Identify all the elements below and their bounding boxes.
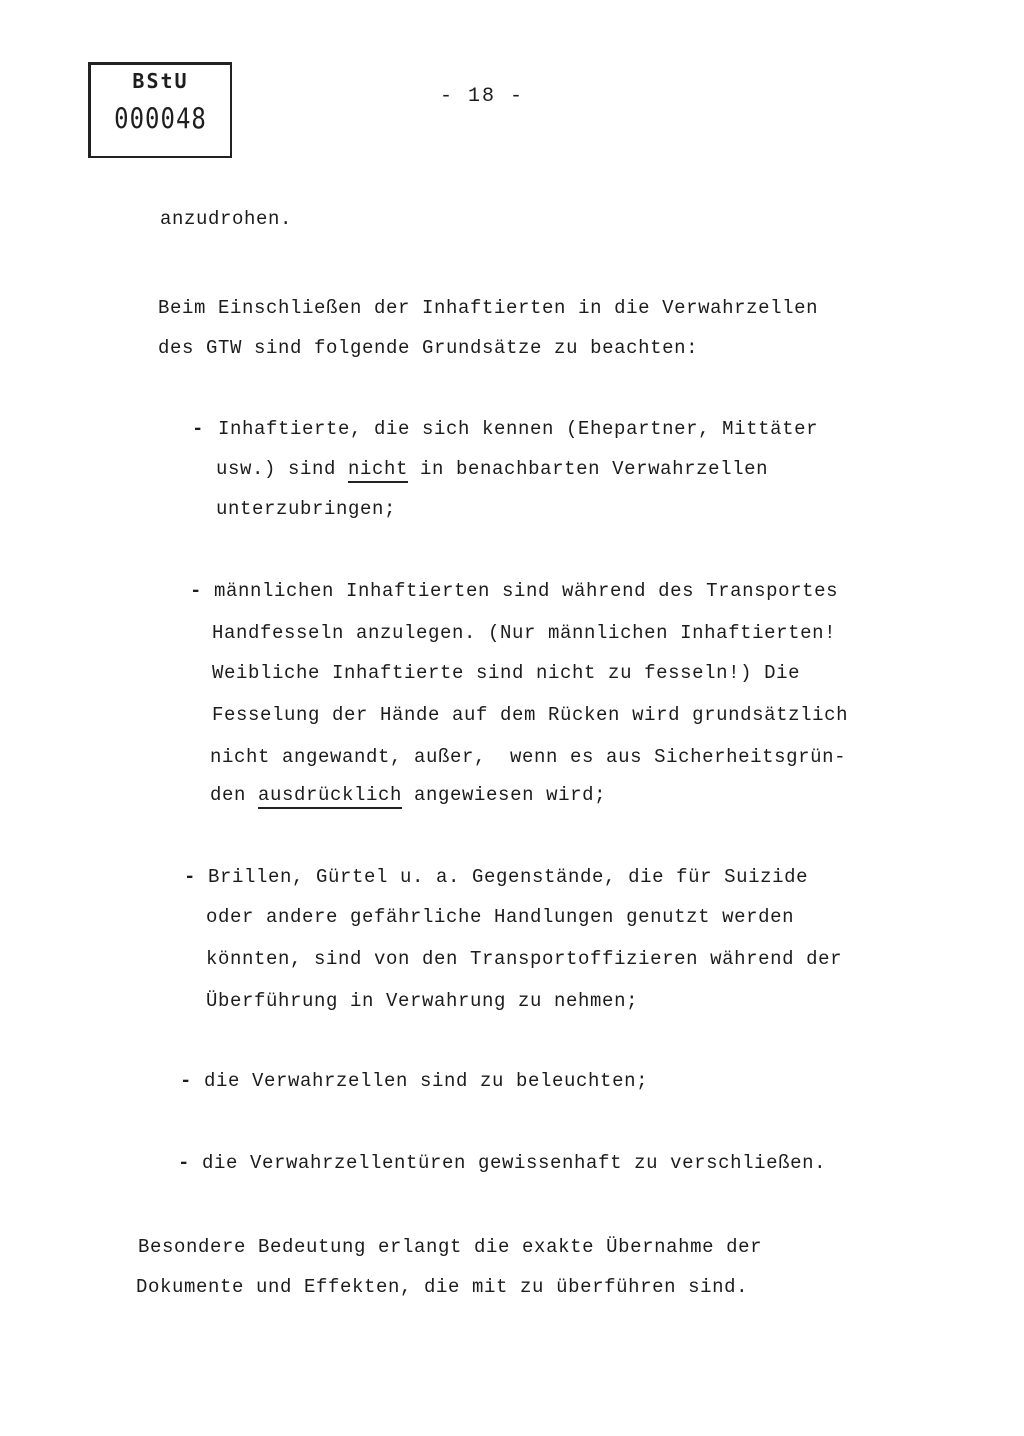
bullet-line: Weibliche Inhaftierte sind nicht zu fesseln!) Die [212, 662, 801, 684]
bullet-line: könnten, sind von den Transportoffizieren während der [206, 948, 843, 970]
bullet-line: Handfesseln anzulegen. (Nur männlichen Inhaftierten! [212, 622, 837, 644]
closing-line: Besondere Bedeutung erlangt die exakte Übernahme der [138, 1236, 763, 1258]
bullet-line: unterzubringen; [216, 498, 397, 520]
archive-stamp [88, 62, 232, 158]
closing-line: Dokumente und Effekten, die mit zu überführen sind. [136, 1276, 749, 1298]
page-number: - 18 - [440, 85, 525, 108]
bullet-line: usw.) sind nicht in benachbarten Verwahrzellen [216, 458, 768, 480]
bullet-line: die Verwahrzellentüren gewissenhaft zu verschließen. [202, 1152, 827, 1174]
bullet-marker: - [178, 1152, 190, 1174]
bullet-marker: - [192, 418, 204, 440]
bullet-line: den ausdrücklich angewiesen wird; [210, 784, 606, 806]
paragraph-line: des GTW sind folgende Grundsätze zu beachten: [158, 337, 699, 359]
bullet-marker: - [190, 580, 202, 602]
bullet-line: männlichen Inhaftierten sind während des Transportes [214, 580, 839, 602]
stamp-label: BStU [132, 69, 189, 93]
bullet-line: Fesselung der Hände auf dem Rücken wird grundsätzlich [212, 704, 849, 726]
paragraph-line: Beim Einschließen der Inhaftierten in die Verwahrzellen [158, 297, 819, 319]
intro-line: anzudrohen. [160, 208, 293, 230]
bullet-line: Brillen, Gürtel u. a. Gegenstände, die für Suizide [208, 866, 809, 888]
bullet-marker: - [184, 866, 196, 888]
bullet-line: oder andere gefährliche Handlungen genutzt werden [206, 906, 795, 928]
bullet-line: nicht angewandt, außer, wenn es aus Sicherheitsgrün- [210, 746, 847, 768]
stamp-number: 000048 [114, 102, 207, 136]
bullet-line: die Verwahrzellen sind zu beleuchten; [204, 1070, 649, 1092]
emphasis-underline: nicht [348, 458, 408, 483]
bullet-line: Überführung in Verwahrung zu nehmen; [206, 990, 639, 1012]
bullet-line: Inhaftierte, die sich kennen (Ehepartner, Mittäter [218, 418, 819, 440]
emphasis-underline: ausdrücklich [258, 784, 402, 809]
bullet-marker: - [180, 1070, 192, 1092]
